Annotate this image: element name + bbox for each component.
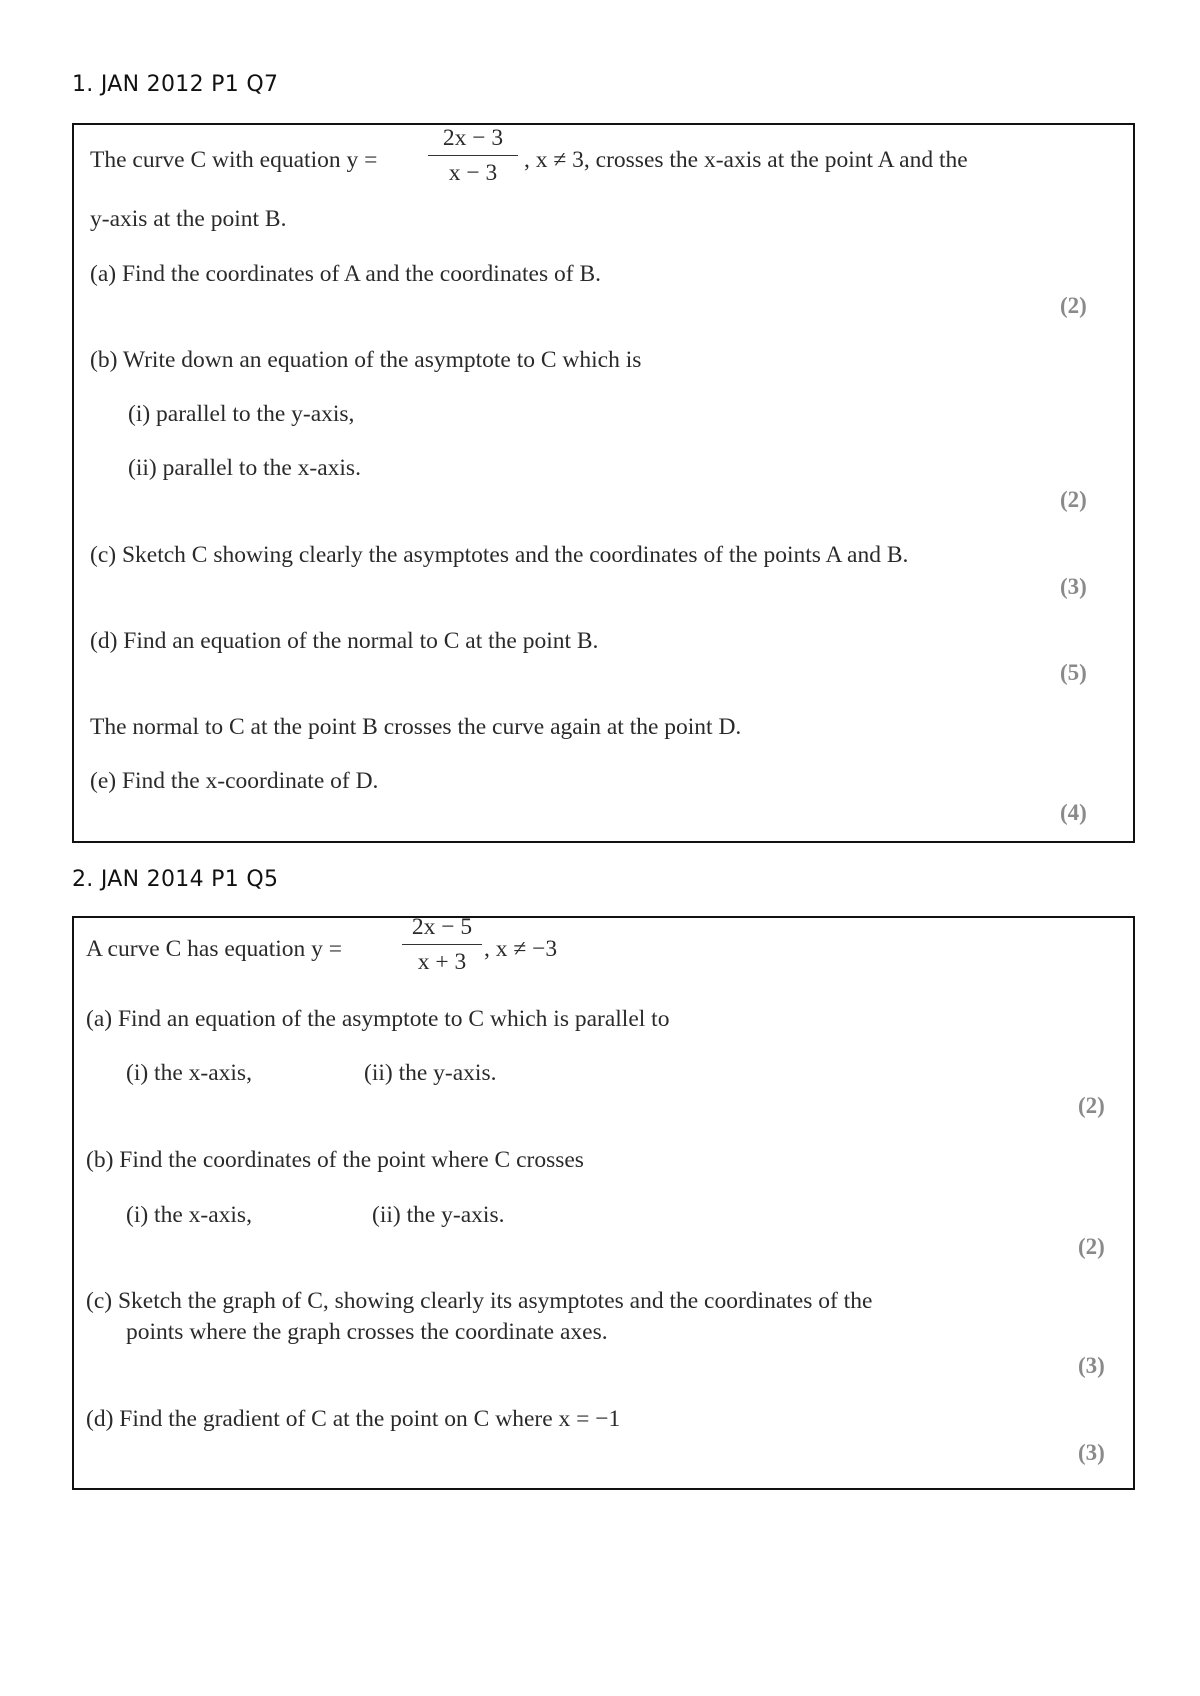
question-1-intro-end: , x ≠ 3, crosses the x-axis at the point A and the [524, 147, 968, 173]
question-2-marks-b: (2) [1078, 1234, 1105, 1259]
question-2-box [72, 916, 1135, 1490]
fraction-denominator: x − 3 [448, 160, 498, 186]
question-2-intro-end: , x ≠ −3 [484, 936, 558, 962]
question-1-statement: The normal to C at the point B crosses the curve again at the point D. [90, 714, 742, 740]
question-1-part-b-ii: (ii) parallel to the x-axis. [128, 455, 361, 481]
fraction-numerator: 2x − 3 [442, 125, 504, 151]
question-2-part-b: (b) Find the coordinates of the point where C crosses [86, 1147, 584, 1173]
question-2-part-b-ii: (ii) the y-axis. [372, 1202, 505, 1228]
question-1-intro-line2: y-axis at the point B. [90, 206, 287, 232]
question-1-marks-b: (2) [1060, 487, 1087, 512]
question-1-part-b-i: (i) parallel to the y-axis, [128, 401, 355, 427]
fraction-bar [402, 944, 482, 945]
fraction-numerator: 2x − 5 [411, 914, 473, 940]
question-2-part-c-line2: points where the graph crosses the coordinate axes. [126, 1319, 608, 1345]
question-2-marks-d: (3) [1078, 1440, 1105, 1465]
question-2-part-c-line1: (c) Sketch the graph of C, showing clearly its asymptotes and the coordinates of the [86, 1288, 873, 1314]
question-1-heading: 1. JAN 2012 P1 Q7 [72, 72, 279, 97]
question-2-intro-start: A curve C has equation y = [86, 936, 343, 962]
fraction-denominator: x + 3 [417, 949, 467, 975]
question-2-marks-c: (3) [1078, 1353, 1105, 1378]
question-1-part-b: (b) Write down an equation of the asymptote to C which is [90, 347, 642, 373]
question-2-part-a-i: (i) the x-axis, [126, 1060, 252, 1086]
question-2-part-d: (d) Find the gradient of C at the point on C where x = −1 [86, 1406, 621, 1432]
question-1-part-a: (a) Find the coordinates of A and the coordinates of B. [90, 261, 601, 287]
question-1-marks-d: (5) [1060, 660, 1087, 685]
question-2-heading: 2. JAN 2014 P1 Q5 [72, 867, 279, 892]
question-1-part-c: (c) Sketch C showing clearly the asymptotes and the coordinates of the points A and B. [90, 542, 909, 568]
question-1-part-e: (e) Find the x-coordinate of D. [90, 768, 379, 794]
question-1-marks-a: (2) [1060, 293, 1087, 318]
question-2-part-a-ii: (ii) the y-axis. [364, 1060, 497, 1086]
question-2-marks-a: (2) [1078, 1093, 1105, 1118]
question-1-marks-c: (3) [1060, 574, 1087, 599]
question-1-part-d: (d) Find an equation of the normal to C at the point B. [90, 628, 599, 654]
question-1-marks-e: (4) [1060, 800, 1087, 825]
question-2-part-b-i: (i) the x-axis, [126, 1202, 252, 1228]
question-1-equation-fraction [428, 125, 518, 187]
question-1-intro-start: The curve C with equation y = [90, 147, 378, 173]
question-2-equation-fraction [402, 914, 482, 976]
fraction-bar [428, 155, 518, 156]
question-2-part-a: (a) Find an equation of the asymptote to C which is parallel to [86, 1006, 670, 1032]
question-1-box [72, 123, 1135, 843]
